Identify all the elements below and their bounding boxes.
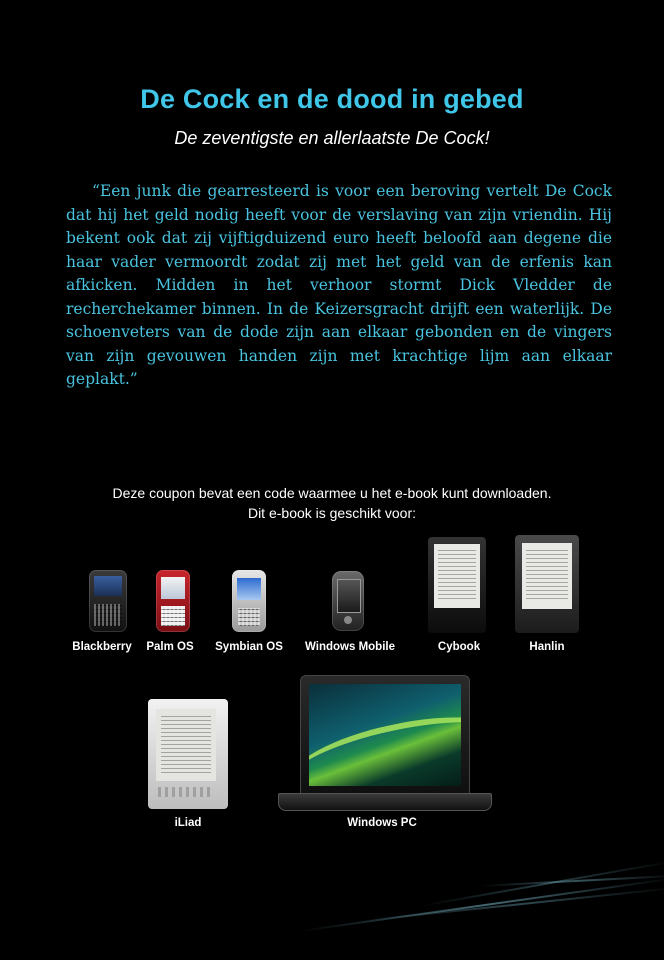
laptop-screen-image [300, 675, 470, 795]
hanlin-reader-image [515, 535, 579, 633]
device-label: Windows PC [347, 817, 417, 829]
coupon-text [0, 483, 664, 523]
device-label: Blackberry [72, 641, 132, 653]
symbian-phone-image [232, 570, 266, 632]
device-label: Palm OS [146, 641, 194, 653]
coupon-line-2: Dit e-book is geschikt voor: [247, 505, 417, 521]
device-label: Windows Mobile [305, 641, 395, 653]
iliad-reader-image [148, 699, 228, 809]
book-blurb: “Een junk die gearresteerd is voor een beroving vertelt De Cock dat hij het geld nodig heeft voor de verslaving van zijn vriendin. Hij bekent ook dat zij vijftigduizend euro heeft beloofd aan degene die haar vader vermoordt zodat zij met het geld van de erfenis kan afkicken. Midden in het verhoor stormt Dick Vledder de recherchekamer binnen. In de Keizersgracht drijft een waterlijk. De schoenveters van de dode zijn aan elkaar gebonden en de vingers van zijn gevouwen handen zijn met krachtige lijm aan elkaar geplakt.” [66, 182, 612, 388]
device-label: Cybook [437, 641, 481, 653]
device-label: Hanlin [529, 641, 565, 653]
palm-phone-image [156, 570, 190, 632]
cybook-reader-image [428, 537, 486, 633]
device-label: iLiad [174, 817, 202, 829]
laptop-base-image [278, 793, 492, 811]
windows-mobile-phone-image [332, 571, 364, 631]
coupon-line-1: Deze coupon bevat een code waarmee u het e-book kunt downloaden. [112, 485, 552, 501]
blackberry-phone-image [89, 570, 127, 632]
device-label: Symbian OS [215, 641, 283, 653]
page-title: De Cock en de dood in gebed [140, 84, 524, 114]
page-subtitle: De zeventigste en allerlaatste De Cock! [174, 128, 490, 148]
